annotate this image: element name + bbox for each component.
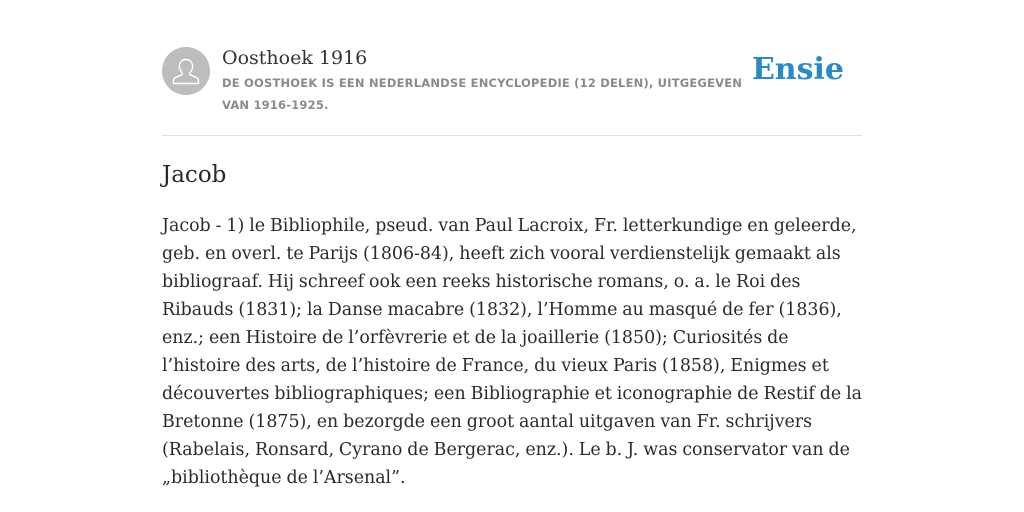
user-icon [162, 47, 210, 95]
source-header [162, 44, 862, 136]
article-body: Jacob - 1) le Bibliophile, pseud. van Paul Lacroix, Fr. letterkundige en geleerde, geb. en overl. te Parijs (1806-84), heeft zich vooral verdienstelijk gemaakt als bibliograaf. Hij schreef ook een reeks historische romans, o. a. le Roi des Ribauds (1831); la Danse macabre (1832), l’Homme au masqué de fer (1836), enz.; een Histoire de l’orfèvrerie et de la joaillerie (1850); Curiosités de l’histoire des arts, de l’histoire de France, du vieux Paris (1858), Enigmes et découvertes bibliographiques; een Bibliographie et iconographie de Restif de la Bretonne (1875), en bezorgde een groot aantal uitgaven van Fr. schrijvers (Rabelais, Ronsard, Cyrano de Bergerac, enz.). Le b. J. was conservator van de „bibliothèque de l’Arsenal”. [162, 216, 863, 488]
ensie-logo[interactable]: Ensie [751, 52, 844, 87]
header-divider [162, 135, 862, 136]
article-title: Jacob [162, 162, 227, 188]
source-title[interactable]: Oosthoek 1916 [222, 47, 368, 69]
source-description: DE OOSTHOEK IS EEN NEDERLANDSE ENCYCLOPEDIE (12 DELEN), UITGEGEVEN VAN 1916-1925. [222, 76, 743, 112]
